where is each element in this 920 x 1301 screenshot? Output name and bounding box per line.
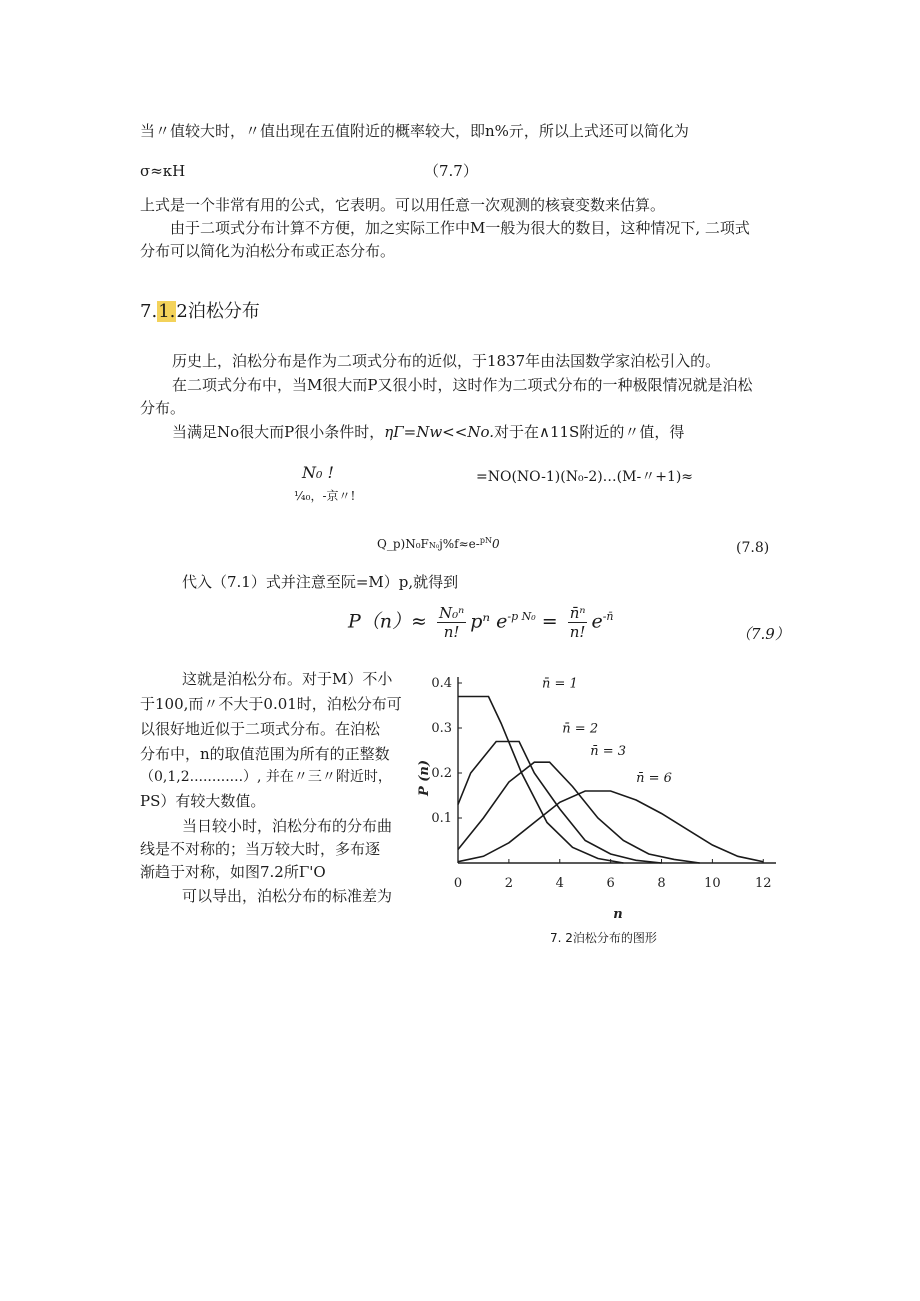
paragraph-1: 当〃值较大时，〃值出现在五值附近的概率较大，即n%亓，所以上式还可以简化为: [140, 122, 689, 140]
section-prefix: 7.: [140, 301, 158, 322]
series-line-1: [458, 697, 623, 864]
paragraph-7: 代入（7.1）式并注意至阮=M）p,就得到: [182, 573, 459, 591]
paragraph-3-line-2: 分布可以简化为泊松分布或正态分布。: [140, 242, 396, 260]
poisson-chart: [410, 662, 790, 922]
eq-7-9-frac-2: $\frac{\text{n̄ⁿ}}{n!}$: [569, 604, 586, 641]
paragraph-2: 上式是一个非常有用的公式，它表明。可以用任意一次观测的核衰变数来估算。: [140, 196, 666, 214]
section-suffix: 2泊松分布: [176, 301, 260, 322]
x-tick-label: 10: [704, 876, 721, 891]
y-tick-label: 0.4: [431, 676, 452, 691]
left-col-line-3: 以很好地近似于二项式分布。在泊松: [140, 720, 381, 738]
eq-7-9-frac-1: $\frac{\text{N₀ⁿ}}{n!}$: [439, 604, 465, 641]
left-col-line-2: 于100,而〃不大于0.01时，泊松分布可: [140, 695, 402, 713]
section-boxed-number: 1.: [158, 301, 176, 322]
series-label-4: n̄ = 6: [636, 771, 672, 786]
eq-7-9-number: （7.9）: [736, 625, 790, 643]
eq-7-7-formula: σ≈κH: [140, 162, 186, 180]
paragraph-6: [172, 421, 684, 443]
series-label-3: n̄ = 3: [590, 744, 627, 759]
x-tick-label: 8: [657, 876, 666, 891]
x-tick-label: 4: [555, 876, 564, 891]
eq-left-top: N₀ !: [302, 463, 334, 482]
paragraph-6-tail: 对于在∧11S附近的〃值，得: [493, 423, 685, 441]
left-col-line-6: PS）有较大数值。: [140, 792, 266, 810]
left-col-line-4: 分布中，n的取值范围为所有的正整数: [140, 745, 390, 763]
left-col-line-5: （0,1,2............）, 并在〃三〃附近时，: [140, 769, 392, 785]
left-col-line-10: 可以导出，泊松分布的标准差为: [182, 887, 393, 905]
x-tick-label: 6: [606, 876, 615, 891]
x-tick-label: 2: [504, 876, 514, 891]
paragraph-5-line-1: 在二项式分布中，当M很大而P又很小时，这时作为二项式分布的一种极限情况就是泊松: [172, 376, 753, 394]
left-col-line-7: 当日较小时，泊松分布的分布曲: [182, 817, 393, 835]
paragraph-3-line-1: 由于二项式分布计算不方便，加之实际工作中M一般为很大的数目，这种情况下, 二项式: [170, 219, 750, 237]
paragraph-5-line-2: 分布。: [140, 399, 186, 417]
eq-7-8-formula: Q_p)N₀FN₀j%f≈e-$^{pN}$0: [377, 536, 500, 551]
eq-right: =NO(NO-1)(N₀-2)…(M-〃+1)≈: [476, 469, 694, 485]
left-col-line-8: 线是不对称的；当万较大时，多布逐: [140, 840, 381, 858]
eq-7-7-number: （7.7）: [424, 162, 478, 180]
eq-7-8-number: (7.8): [736, 540, 770, 556]
eq-7-9: P（n）≈ $\frac{\text{N₀ⁿ}}{n!}$ pⁿ $e^{-p N_0}$ = $\frac{\text{n̄ⁿ}}{n!}$ $e^{-n̄}$: [348, 604, 614, 641]
y-tick-label: 0.3: [431, 721, 452, 736]
y-tick-label: 0.2: [431, 766, 452, 781]
paragraph-6-italic: ηΓ=Nw<<No.: [384, 423, 494, 441]
eq-left-bottom: ¼₀，-京〃!: [294, 489, 356, 503]
series-label-1: n̄ = 1: [541, 676, 578, 692]
series-label-2: n̄ = 2: [562, 721, 599, 737]
chart-axes: [417, 676, 776, 922]
x-axis-label: n: [613, 907, 623, 922]
left-col-line-9: 渐趋于对称，如图7.2所Γ'O: [140, 863, 326, 881]
y-axis-label: P (n): [417, 759, 432, 797]
chart-caption: 7. 2泊松分布的图形: [550, 931, 657, 945]
series-line-4: [458, 791, 763, 862]
paragraph-4: 历史上，泊松分布是作为二项式分布的近似，于1837年由法国数学家泊松引入的。: [172, 352, 721, 370]
x-tick-label: 12: [755, 876, 772, 891]
section-title: [140, 297, 260, 323]
paragraph-6-text: 当满足No很大而P很小条件时，: [172, 423, 385, 441]
x-tick-label: 0: [453, 876, 463, 891]
chart-series: [458, 677, 763, 864]
y-tick-label: 0.1: [431, 811, 452, 826]
left-col-line-1: 这就是泊松分布。对于M）不小: [182, 670, 393, 688]
